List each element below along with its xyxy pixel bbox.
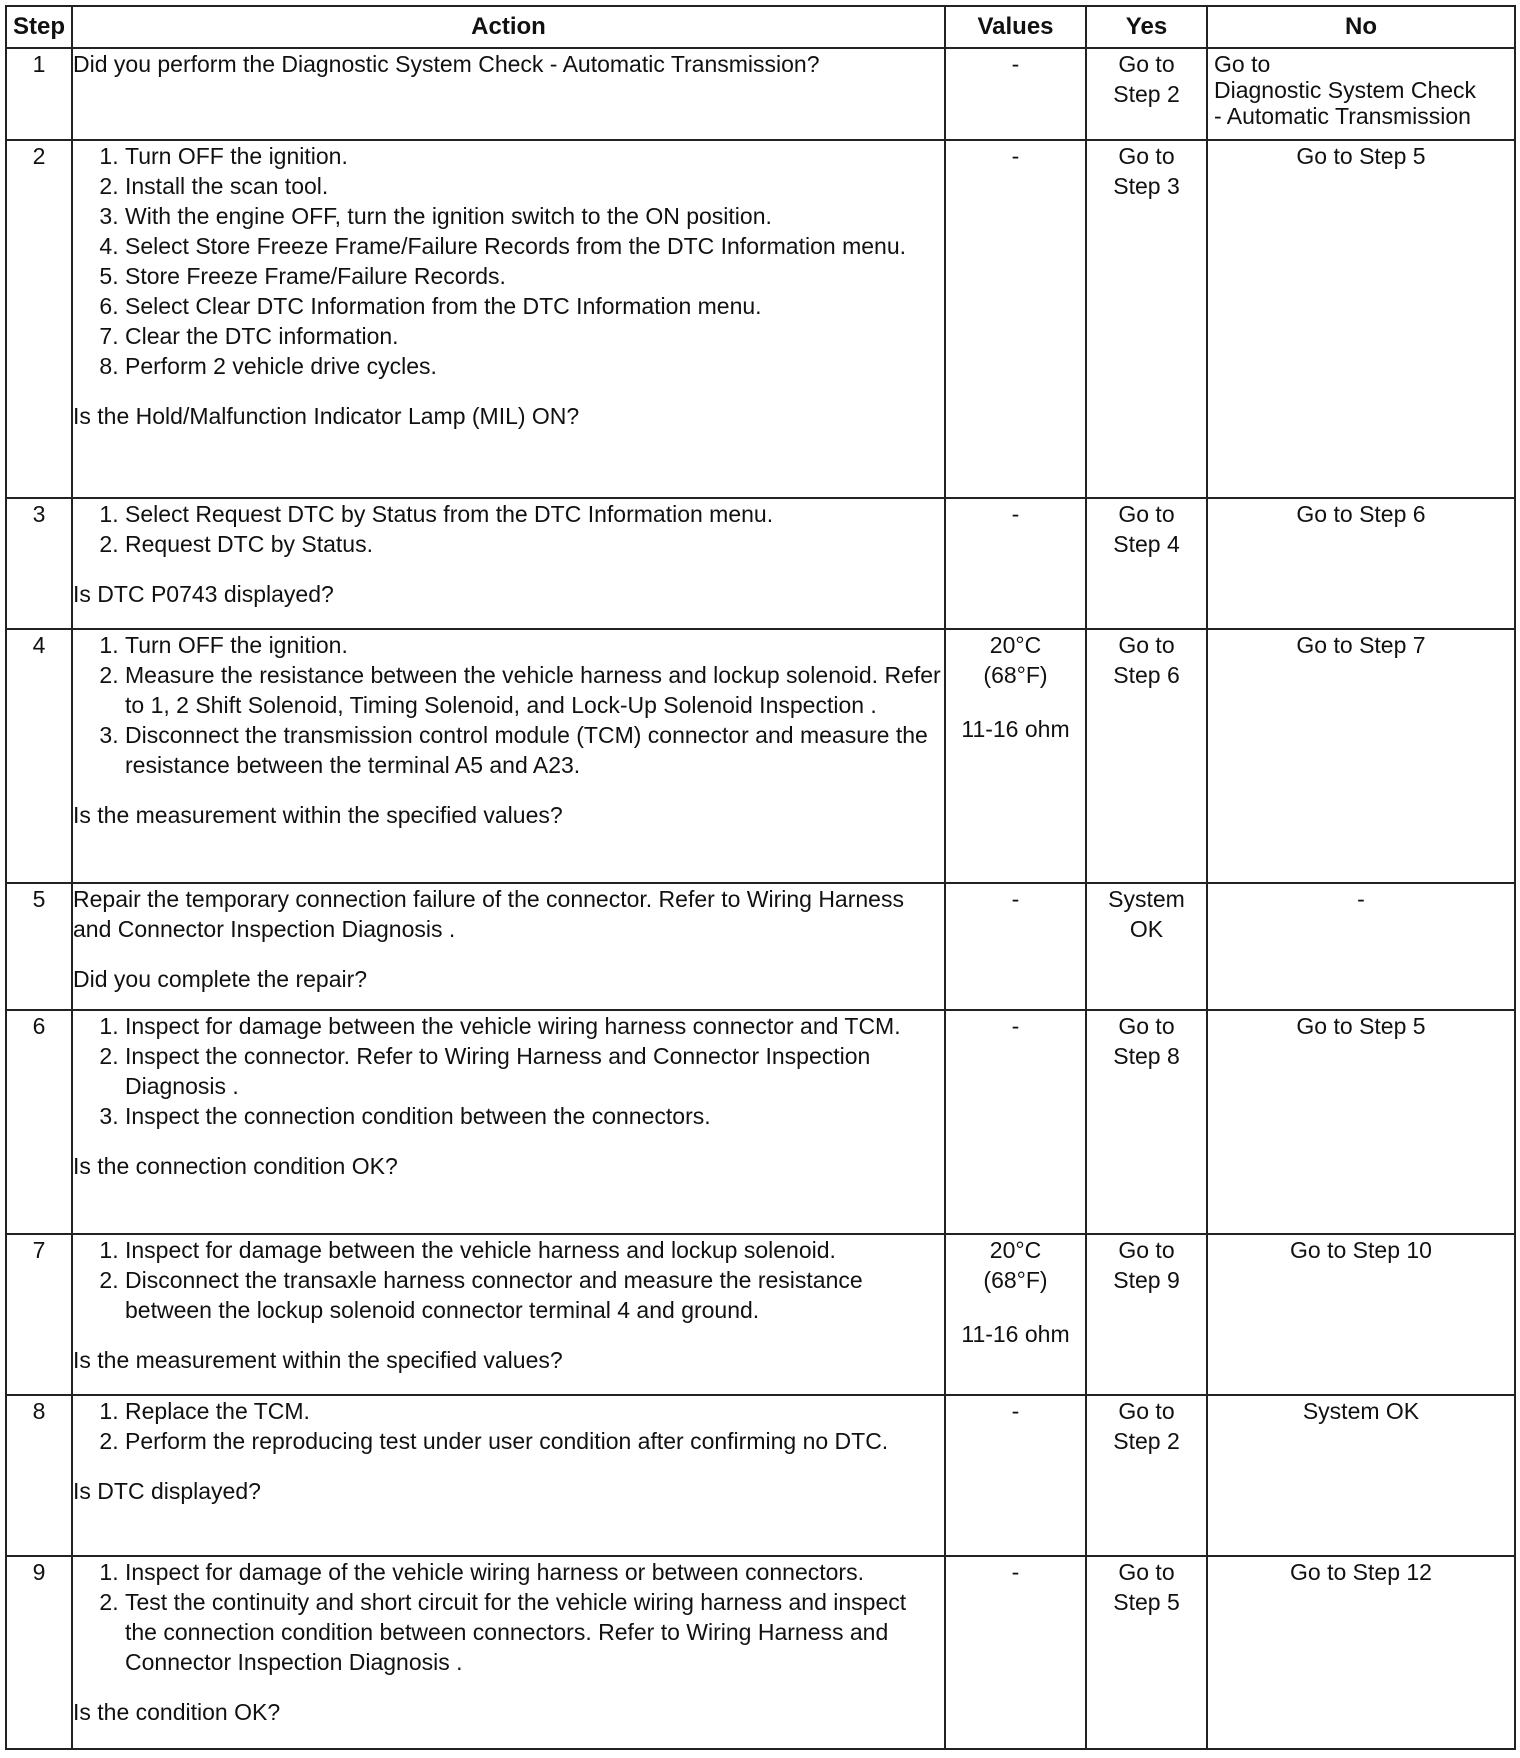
table-row-step-6 <box>6 1010 1515 1234</box>
table-row-step-4 <box>6 629 1515 883</box>
action-cell <box>72 629 945 883</box>
action-item: 2. Install the scan tool. <box>125 171 944 201</box>
action-item: 1. Turn OFF the ignition. <box>125 141 944 171</box>
action-question: Is the condition OK? <box>73 1699 281 1725</box>
yes-cell <box>1086 1010 1207 1234</box>
value-temp-c: 20°C <box>989 632 1042 658</box>
yes-line-1: Go to <box>1118 1398 1175 1424</box>
action-cell <box>72 883 945 1010</box>
action-item: 3. With the engine OFF, turn the ignition switch to the ON position. <box>125 201 944 231</box>
action-cell <box>72 140 945 498</box>
yes-line-2: Step 3 <box>1113 173 1180 199</box>
action-question: Is the Hold/Malfunction Indicator Lamp (MIL) ON? <box>73 403 580 429</box>
yes-line-1: Go to <box>1118 501 1175 527</box>
action-list <box>73 1011 944 1131</box>
yes-line-2: Step 9 <box>1113 1267 1180 1293</box>
action-item: 1. Turn OFF the ignition. <box>125 630 944 660</box>
action-item: 2. Inspect the connector. Refer to Wiring Harness and Connector Inspection Diagnosis . <box>125 1041 944 1101</box>
value-temp-f: (68°F) <box>983 1267 1048 1293</box>
values-cell: - <box>945 883 1086 1010</box>
yes-line-1: Go to <box>1118 143 1175 169</box>
yes-cell <box>1086 629 1207 883</box>
action-question: Is DTC displayed? <box>73 1478 261 1504</box>
yes-line-1: Go to <box>1118 1559 1175 1585</box>
action-cell <box>72 48 945 140</box>
action-cell <box>72 1234 945 1395</box>
step-number: 4 <box>6 629 72 883</box>
no-cell: Go to Step 10 <box>1207 1234 1515 1395</box>
action-list <box>73 1557 944 1677</box>
action-question: Is the measurement within the specified values? <box>73 802 563 828</box>
action-item: 2. Disconnect the transaxle harness connector and measure the resistance between the lockup solenoid connector terminal 4 and ground. <box>125 1265 944 1325</box>
action-item: 8. Perform 2 vehicle drive cycles. <box>125 351 944 381</box>
values-cell: - <box>945 1556 1086 1749</box>
action-item: 2. Measure the resistance between the vehicle harness and lockup solenoid. Refer to 1, 2 Shift Solenoid, Timing Solenoid, and Lock-Up Solenoid Inspection . <box>125 660 944 720</box>
value-temp-f: (68°F) <box>983 662 1048 688</box>
yes-line-2: Step 5 <box>1113 1589 1180 1615</box>
value-temp-c: 20°C <box>989 1237 1042 1263</box>
no-cell <box>1207 48 1515 140</box>
no-line-1: Go to <box>1214 51 1271 77</box>
yes-line-2: OK <box>1129 916 1164 942</box>
values-cell: - <box>945 1010 1086 1234</box>
action-list <box>73 499 944 559</box>
yes-cell <box>1086 1395 1207 1556</box>
yes-line-2: Step 6 <box>1113 662 1180 688</box>
value-resistance: 11-16 ohm <box>961 1321 1070 1347</box>
table-row-step-1 <box>6 48 1515 140</box>
action-item: 1. Replace the TCM. <box>125 1396 944 1426</box>
table-row-step-2 <box>6 140 1515 498</box>
action-list <box>73 141 944 381</box>
values-cell: - <box>945 48 1086 140</box>
action-list <box>73 630 944 780</box>
no-cell: System OK <box>1207 1395 1515 1556</box>
yes-line-2: Step 2 <box>1113 1428 1180 1454</box>
action-item: 7. Clear the DTC information. <box>125 321 944 351</box>
table-row-step-5 <box>6 883 1515 1010</box>
action-text: Repair the temporary connection failure of the connector. Refer to Wiring Harness and Connector Inspection Diagnosis . <box>73 886 904 942</box>
action-item: 6. Select Clear DTC Information from the DTC Information menu. <box>125 291 944 321</box>
no-cell: Go to Step 5 <box>1207 140 1515 498</box>
yes-line-2: Step 8 <box>1113 1043 1180 1069</box>
header-row <box>6 6 1515 48</box>
action-item: 3. Disconnect the transmission control module (TCM) connector and measure the resistance between the terminal A5 and A23. <box>125 720 944 780</box>
step-number: 5 <box>6 883 72 1010</box>
action-cell <box>72 1395 945 1556</box>
action-item: 2. Test the continuity and short circuit for the vehicle wiring harness and inspect the connection condition between connectors. Refer to Wiring Harness and Connector Inspection Diagnosis . <box>125 1587 944 1677</box>
yes-line-1: Go to <box>1118 1013 1175 1039</box>
step-number: 6 <box>6 1010 72 1234</box>
action-item: 3. Inspect the connection condition between the connectors. <box>125 1101 944 1131</box>
header-values: Values <box>945 6 1086 48</box>
no-cell: Go to Step 7 <box>1207 629 1515 883</box>
action-question: Is the measurement within the specified values? <box>73 1347 563 1373</box>
no-cell: Go to Step 5 <box>1207 1010 1515 1234</box>
header-no: No <box>1207 6 1515 48</box>
values-cell <box>945 1234 1086 1395</box>
action-item: 1. Inspect for damage between the vehicle wiring harness connector and TCM. <box>125 1011 944 1041</box>
no-line-2: Diagnostic System Check <box>1214 77 1477 103</box>
values-cell: - <box>945 498 1086 629</box>
action-cell <box>72 1010 945 1234</box>
action-list <box>73 1235 944 1325</box>
step-number: 8 <box>6 1395 72 1556</box>
value-resistance: 11-16 ohm <box>961 716 1070 742</box>
step-number: 9 <box>6 1556 72 1749</box>
no-cell: - <box>1207 883 1515 1010</box>
step-number: 2 <box>6 140 72 498</box>
yes-line-1: System <box>1108 886 1185 912</box>
action-cell <box>72 1556 945 1749</box>
action-text: Did you perform the Diagnostic System Check - Automatic Transmission? <box>73 51 820 77</box>
yes-cell <box>1086 1556 1207 1749</box>
action-question: Is DTC P0743 displayed? <box>73 581 334 607</box>
action-item: 2. Request DTC by Status. <box>125 529 944 559</box>
action-item: 4. Select Store Freeze Frame/Failure Records from the DTC Information menu. <box>125 231 944 261</box>
header-action: Action <box>72 6 945 48</box>
action-list <box>73 1396 944 1456</box>
action-question: Is the connection condition OK? <box>73 1153 398 1179</box>
action-item: 1. Inspect for damage of the vehicle wiring harness or between connectors. <box>125 1557 944 1587</box>
values-cell: - <box>945 140 1086 498</box>
yes-cell <box>1086 1234 1207 1395</box>
yes-cell <box>1086 498 1207 629</box>
yes-cell <box>1086 140 1207 498</box>
values-cell <box>945 629 1086 883</box>
table-row-step-9 <box>6 1556 1515 1749</box>
yes-line-2: Step 2 <box>1113 81 1180 107</box>
yes-cell <box>1086 48 1207 140</box>
table-row-step-7 <box>6 1234 1515 1395</box>
no-cell: Go to Step 12 <box>1207 1556 1515 1749</box>
action-item: 2. Perform the reproducing test under user condition after confirming no DTC. <box>125 1426 944 1456</box>
action-item: 5. Store Freeze Frame/Failure Records. <box>125 261 944 291</box>
header-step: Step <box>6 6 72 48</box>
values-cell: - <box>945 1395 1086 1556</box>
action-item: 1. Inspect for damage between the vehicle harness and lockup solenoid. <box>125 1235 944 1265</box>
no-line-3: - Automatic Transmission <box>1214 103 1471 129</box>
action-cell <box>72 498 945 629</box>
step-number: 1 <box>6 48 72 140</box>
no-cell: Go to Step 6 <box>1207 498 1515 629</box>
action-item: 1. Select Request DTC by Status from the DTC Information menu. <box>125 499 944 529</box>
step-number: 3 <box>6 498 72 629</box>
table-row-step-8 <box>6 1395 1515 1556</box>
yes-line-1: Go to <box>1118 1237 1175 1263</box>
yes-cell <box>1086 883 1207 1010</box>
yes-line-1: Go to <box>1118 632 1175 658</box>
step-number: 7 <box>6 1234 72 1395</box>
table-row-step-3 <box>6 498 1515 629</box>
diagnostic-table <box>5 5 1516 1750</box>
yes-line-1: Go to <box>1118 51 1175 77</box>
action-question: Did you complete the repair? <box>73 966 368 992</box>
header-yes: Yes <box>1086 6 1207 48</box>
yes-line-2: Step 4 <box>1113 531 1180 557</box>
